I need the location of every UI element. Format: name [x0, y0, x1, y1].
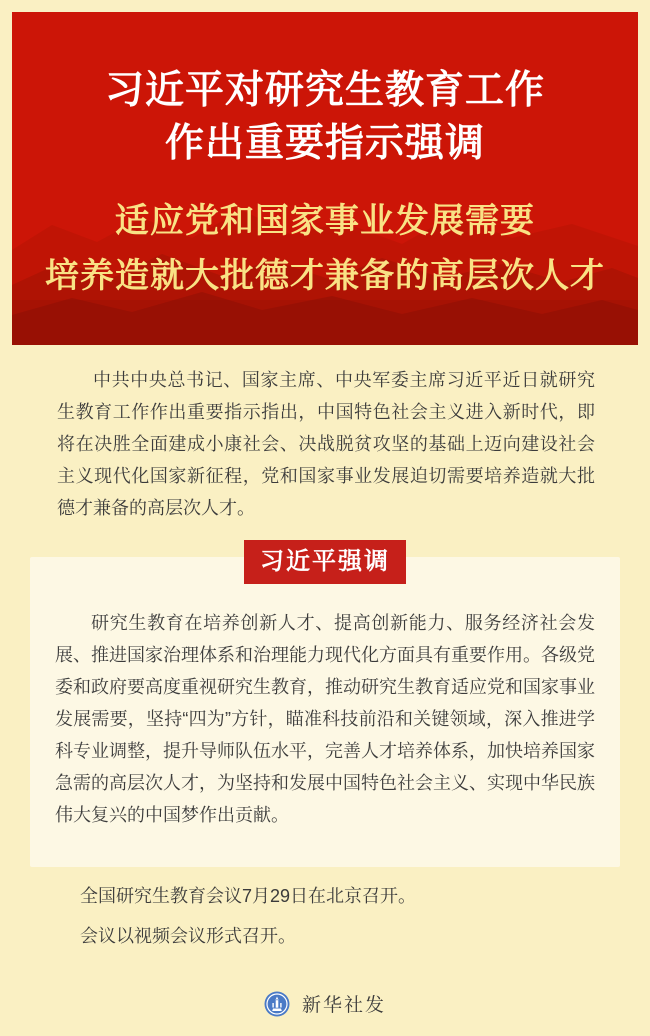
footer-credit — [0, 990, 650, 1017]
title-line-2: 作出重要指示强调 — [164, 122, 485, 165]
intro-paragraph: 中共中央总书记、国家主席、中央军委主席习近平近日就研究生教育工作作出重要指示指出，中国特色社会主义进入新时代，即将在决胜全面建成小康社会、决战脱贫攻坚的基础上迈向建设社会主义现代化国家新征程，党和国家事业发展迫切需要培养造就大批德才兼备的高层次人才。 — [57, 370, 595, 518]
xinhua-agency-logo-icon — [264, 991, 290, 1017]
subtitle-line-2: 培养造就大批德才兼备的高层次人才 — [45, 257, 605, 295]
poster-subtitle — [12, 194, 638, 304]
closing-notes — [44, 884, 606, 964]
note-line-1: 全国研究生教育会议7月29日在北京召开。 — [80, 886, 417, 906]
speaker-badge: 习近平强调 — [244, 540, 406, 584]
subtitle-line-1: 适应党和国家事业发展需要 — [115, 202, 535, 240]
note-line-2: 会议以视频会议形式召开。 — [80, 926, 296, 946]
poster-title — [12, 12, 638, 170]
header-banner — [12, 12, 638, 345]
title-line-1: 习近平对研究生教育工作 — [104, 69, 545, 112]
quote-paragraph: 研究生教育在培养创新人才、提高创新能力、服务经济社会发展、推进国家治理体系和治理能力现代化方面具有重要作用。各级党委和政府要高度重视研究生教育，推动研究生教育适应党和国家事业发展需要，坚持“四为”方针，瞄准科技前沿和关键领域，深入推进学科专业调整，提升导师队伍水平，完善人才培养体系，加快培养国家急需的高层次人才，为坚持和发展中国特色社会主义、实现中华民族伟大复兴的中国梦作出贡献。 — [55, 613, 595, 825]
quote-box — [30, 557, 620, 867]
credit-text: 新华社发 — [301, 995, 386, 1016]
